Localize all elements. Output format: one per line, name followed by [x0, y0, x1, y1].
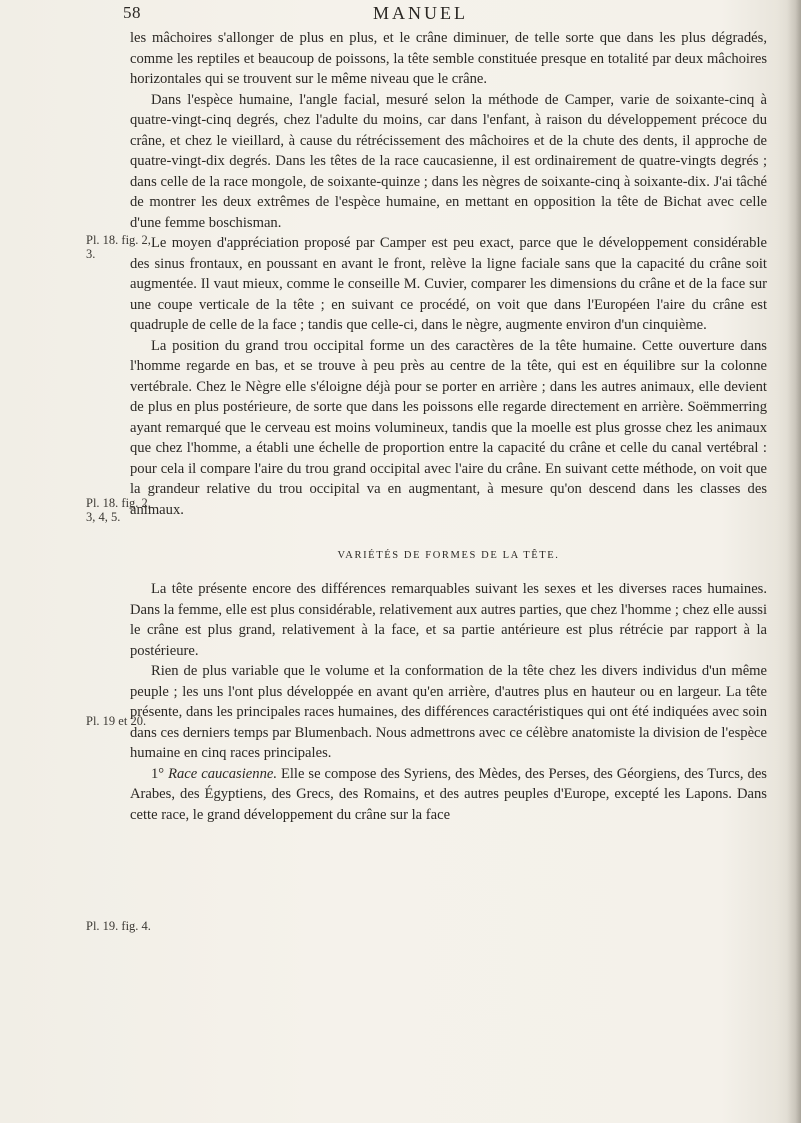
paragraph-7	[130, 764, 767, 826]
race-number: 1°	[151, 765, 169, 782]
margin-note-pl19-fig4: Pl. 19. fig. 4.	[86, 919, 151, 933]
margin-note-line: Pl. 18. fig. 2,	[86, 496, 151, 510]
paragraph-5: La tête présente encore des différences remarquables suivant les sexes et les diverses races humaines. Dans la femme, elle est plus considérable, relativement aux autres parties, que chez l'homme ; chez elle aussi le crâne est plus grand, relativement à la face, et sa partie antérieure est plus rétrécie par rapport à la postérieure.	[130, 581, 767, 659]
paragraph-3: Le moyen d'appréciation proposé par Camper est peu exact, parce que le développement considérable des sinus frontaux, en poussant en avant le front, relève la ligne faciale sans que la capacité du crâne soit augmentée. Il vaut mieux, comme le conseille M. Cuvier, comparer les dimensions du crâne et de la face sur une coupe verticale de la tête ; en suivant ce procédé, on voit que dans l'Européen l'aire du crâne est quadruple de celle de la face ; tandis que celle-ci, dans le nègre, augmente environ d'un cinquième.	[130, 235, 767, 333]
section-heading: VARIÉTÉS DE FORMES DE LA TÊTE.	[337, 550, 560, 561]
paragraph-6: Rien de plus variable que le volume et la conformation de la tête chez les divers individus d'un même peuple ; les uns l'ont plus développée en avant qu'en arrière, d'autres plus en hauteur ou en largeur. La tête présente, dans les principales races humaines, des différences caractéristiques qui ont été indiquées avec soin dans ces derniers temps par Blumenbach. Nous admettrons avec ce célèbre anatomiste la division de l'espèce humaine en cinq races principales.	[130, 663, 767, 761]
page-edge-shadow	[787, 0, 801, 1123]
race-name: Race caucasienne.	[168, 765, 277, 782]
margin-note-line: Pl. 18. fig. 2,	[86, 233, 151, 247]
page-header	[0, 3, 801, 29]
paragraph-4: La position du grand trou occipital forme un des caractères de la tête humaine. Cette ouverture dans l'homme regarde en bas, et se trouve à peu près au centre de la tête, qui est en équilibre sur la colonne vertébrale. Chez le Nègre elle s'éloigne déjà pour se porter en arrière ; dans les autres animaux, elle devient de plus en plus postérieure, de sorte que dans les poissons elle regarde directement en arrière. Soëmmerring ayant remarqué que le cerveau est moins volumineux, tandis que la moelle est plus grosse chez les animaux que chez l'homme, a établi une échelle de proportion entre la capacité du crâne et celle du canal vertébral : pour cela il compare l'aire du trou grand occipital avec l'aire du crâne. En suivant cette méthode, on voit que la grandeur relative du trou occipital va en augmentant, à mesure qu'on descend dans les classes des animaux.	[130, 337, 767, 518]
paragraph-2: Dans l'espèce humaine, l'angle facial, mesuré selon la méthode de Camper, varie de soixante-cinq à quatre-vingt-cinq degrés, chez l'adulte du moins, car dans l'enfant, à raison du développement précoce du crâne, et chez le vieillard, à cause du rétrécissement des mâchoires et de la chute des dents, il approche de quatre-vingt-dix degrés. Dans les têtes de la race caucasienne, il est ordinairement de quatre-vingts degrés ; dans celle de la race mongole, de soixante-quinze ; dans les nègres de soixante-cinq à soixante-dix. J'ai tâché de montrer les deux extrêmes de l'espèce humaine, en mettant en opposition la tête de Bichat avec celle d'une femme boschisman.	[130, 91, 767, 231]
margin-note-line: 3.	[86, 247, 96, 261]
paragraph-1: les mâchoires s'allonger de plus en plus, et le crâne diminuer, de telle sorte que dans les plus dégradés, comme les reptiles et beaucoup de poissons, la tête semble constituée presque en totalité par deux mâchoires horizontales qui se trouvent sur le même niveau que le crâne.	[130, 30, 767, 87]
margin-note-line: 3, 4, 5.	[86, 510, 121, 524]
race-description: Elle se compose des Syriens, des Mèdes, des Perses, des Géorgiens, des Turcs, des Arabes, des Égyptiens, des Grecs, des Romains, et des autres peuples d'Europe, excepté les Lapons. Dans cette race, le grand développement du crâne sur la face	[130, 765, 767, 823]
page-number: 58	[123, 3, 141, 22]
running-title: MANUEL	[373, 3, 468, 23]
margin-note-pl19-20: Pl. 19 et 20.	[86, 714, 147, 728]
main-text	[130, 28, 767, 825]
